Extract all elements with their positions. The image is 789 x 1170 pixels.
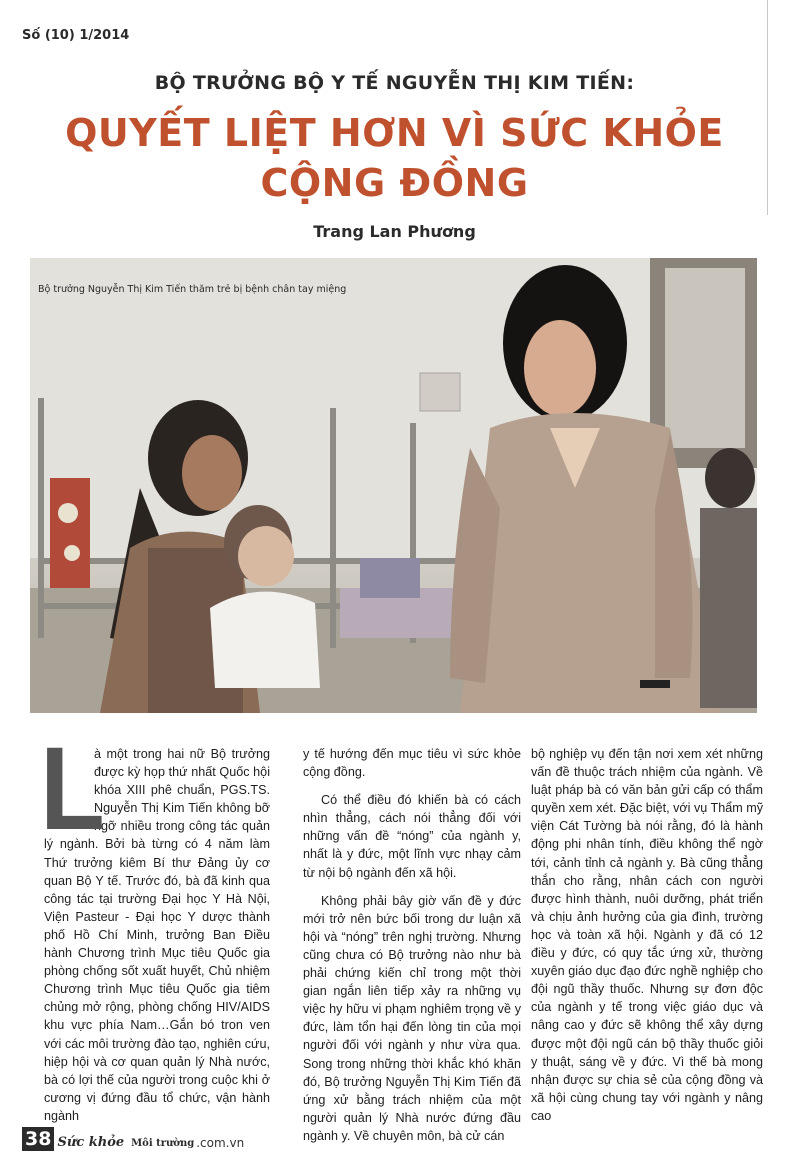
photo-illustration (30, 258, 757, 713)
article-kicker: BỘ TRƯỞNG BỘ Y TẾ NGUYỄN THỊ KIM TIẾN: (154, 72, 635, 94)
issue-number: Số (10) 1/2014 (22, 28, 130, 43)
article-byline: Trang Lan Phương (313, 222, 476, 241)
paragraph-3-part-2: bộ nghiệp vụ đến tận nơi xem xét những vấn đề thuộc trách nhiệm của ngành. Về luật pháp bà có văn bản gửi cấp có thẩm quyền xem xét. Đặc biệt, với vụ Thẩm mỹ viện Cát Tường bà nói rằng, đó là hành động phi nhân tính, điều không thể ngờ tới, cảnh tỉnh cả ngành y. Bà cũng thẳng thắn cho rằng, nhân cách con người được hình thành, nuôi dưỡng, phát triển và chịu ảnh hưởng của gia đình, trường học và toàn xã hội. Ngành y đã có 12 điều y đức, có quy tắc ứng xử, thường xuyên giáo dục đạo đức nghề nghiệp cho đội ngũ thầy thuốc. Nhưng sự đơn độc của ngành y tế trong việc giáo dục và nâng cao y đức sẽ không thể xây dựng được một đội ngũ cán bộ thầy thuốc giỏi y thuật, sáng về y đức. Vì thế bà mong nhận được sự chia sẻ của cộng đồng và xã hội cùng chung tay với ngành y nâng cao (531, 747, 764, 1123)
page-number: 38 (22, 1127, 54, 1151)
paragraph-3-part-1: Không phải bây giờ vấn đề y đức mới trở nên bức bối trong dư luận xã hội và “nóng” trên nghị trường. Nhưng cũng chưa có Bộ trưởng nào như bà phải chứng kiến chỉ trong một thời gian ngắn liên tiếp xảy ra những vụ việc hy hữu vi phạm nghiêm trọng về y đức, làm tổn hại đến lòng tin của mọi người đối với ngành y như vừa qua. Song trong những thời khắc khó khăn đó, Bộ trưởng Nguyễn Thị Kim Tiến đã ứng xử bằng trách nhiệm của một người quản lý Nhà nước đứng đầu ngành y. Về chuyên môn, bà cử cán (303, 893, 521, 1143)
brand-name: Sức khỏe (57, 1135, 125, 1150)
article-column-1 (40, 723, 270, 1123)
article-photo (30, 258, 757, 713)
drop-cap: L (40, 723, 105, 855)
paragraph-1-part-2: y tế hướng đến mục tiêu vì sức khỏe cộng đồng. (303, 747, 521, 780)
headline-line-2: CỘNG ĐỒNG (260, 161, 529, 205)
magazine-brand (57, 1127, 194, 1151)
brand-subtitle: Môi trường (131, 1138, 195, 1149)
page-edge-line (767, 0, 768, 215)
brand-domain: .com.vn (196, 1136, 245, 1150)
paragraph-2: Có thể điều đó khiến bà có cách nhìn thẳng, cách nói thẳng đối với những vấn đề “nóng” của ngành y, nhất là y đức, một lĩnh vực nhạy cảm từ nội bộ ngành đến xã hội. (303, 793, 521, 880)
paragraph-1-part-1: à một trong hai nữ Bộ trưởng được kỳ họp thứ nhất Quốc hội khóa XIII phê chuẩn, PGS.TS. Nguyễn Thị Kim Tiến không bỡ ngỡ nhiều trong công tác quản lý ngành. Bởi bà từng có 4 năm làm Thứ trưởng kiêm Bí thư Đảng ủy cơ quan Bộ Y tế. Trước đó, bà đã kinh qua công tác tại trường Đại học Y Hà Nội, Viện Pasteur - Đại học Y dược thành phố Hồ Chí Minh, trưởng Ban Điều hành Chương trình Mục tiêu Quốc gia phòng chống sốt xuất huyết, Chủ nhiệm Chương trình Mục tiêu Quốc gia tiêm chủng mở rộng, phòng chống HIV/AIDS khu vực phía Nam…Gắn bó tron ven với các môi trường đào tạo, nghiên cứu, hiệp hội và cơ quan quản lý Nhà nước, bà có lợi thế của người trong cuộc khi ở cương vị đứng đầu tổ chức, vận hành ngành (44, 747, 270, 1123)
article-column-2 (303, 745, 521, 1143)
headline-line-1: QUYẾT LIỆT HƠN VÌ SỨC KHỎE (65, 111, 724, 155)
article-column-3 (531, 745, 764, 1123)
article-headline (40, 108, 749, 208)
page-footer (22, 1125, 244, 1153)
photo-caption: Bộ trưởng Nguyễn Thị Kim Tiến thăm trẻ bị bệnh chân tay miệng (38, 284, 347, 295)
